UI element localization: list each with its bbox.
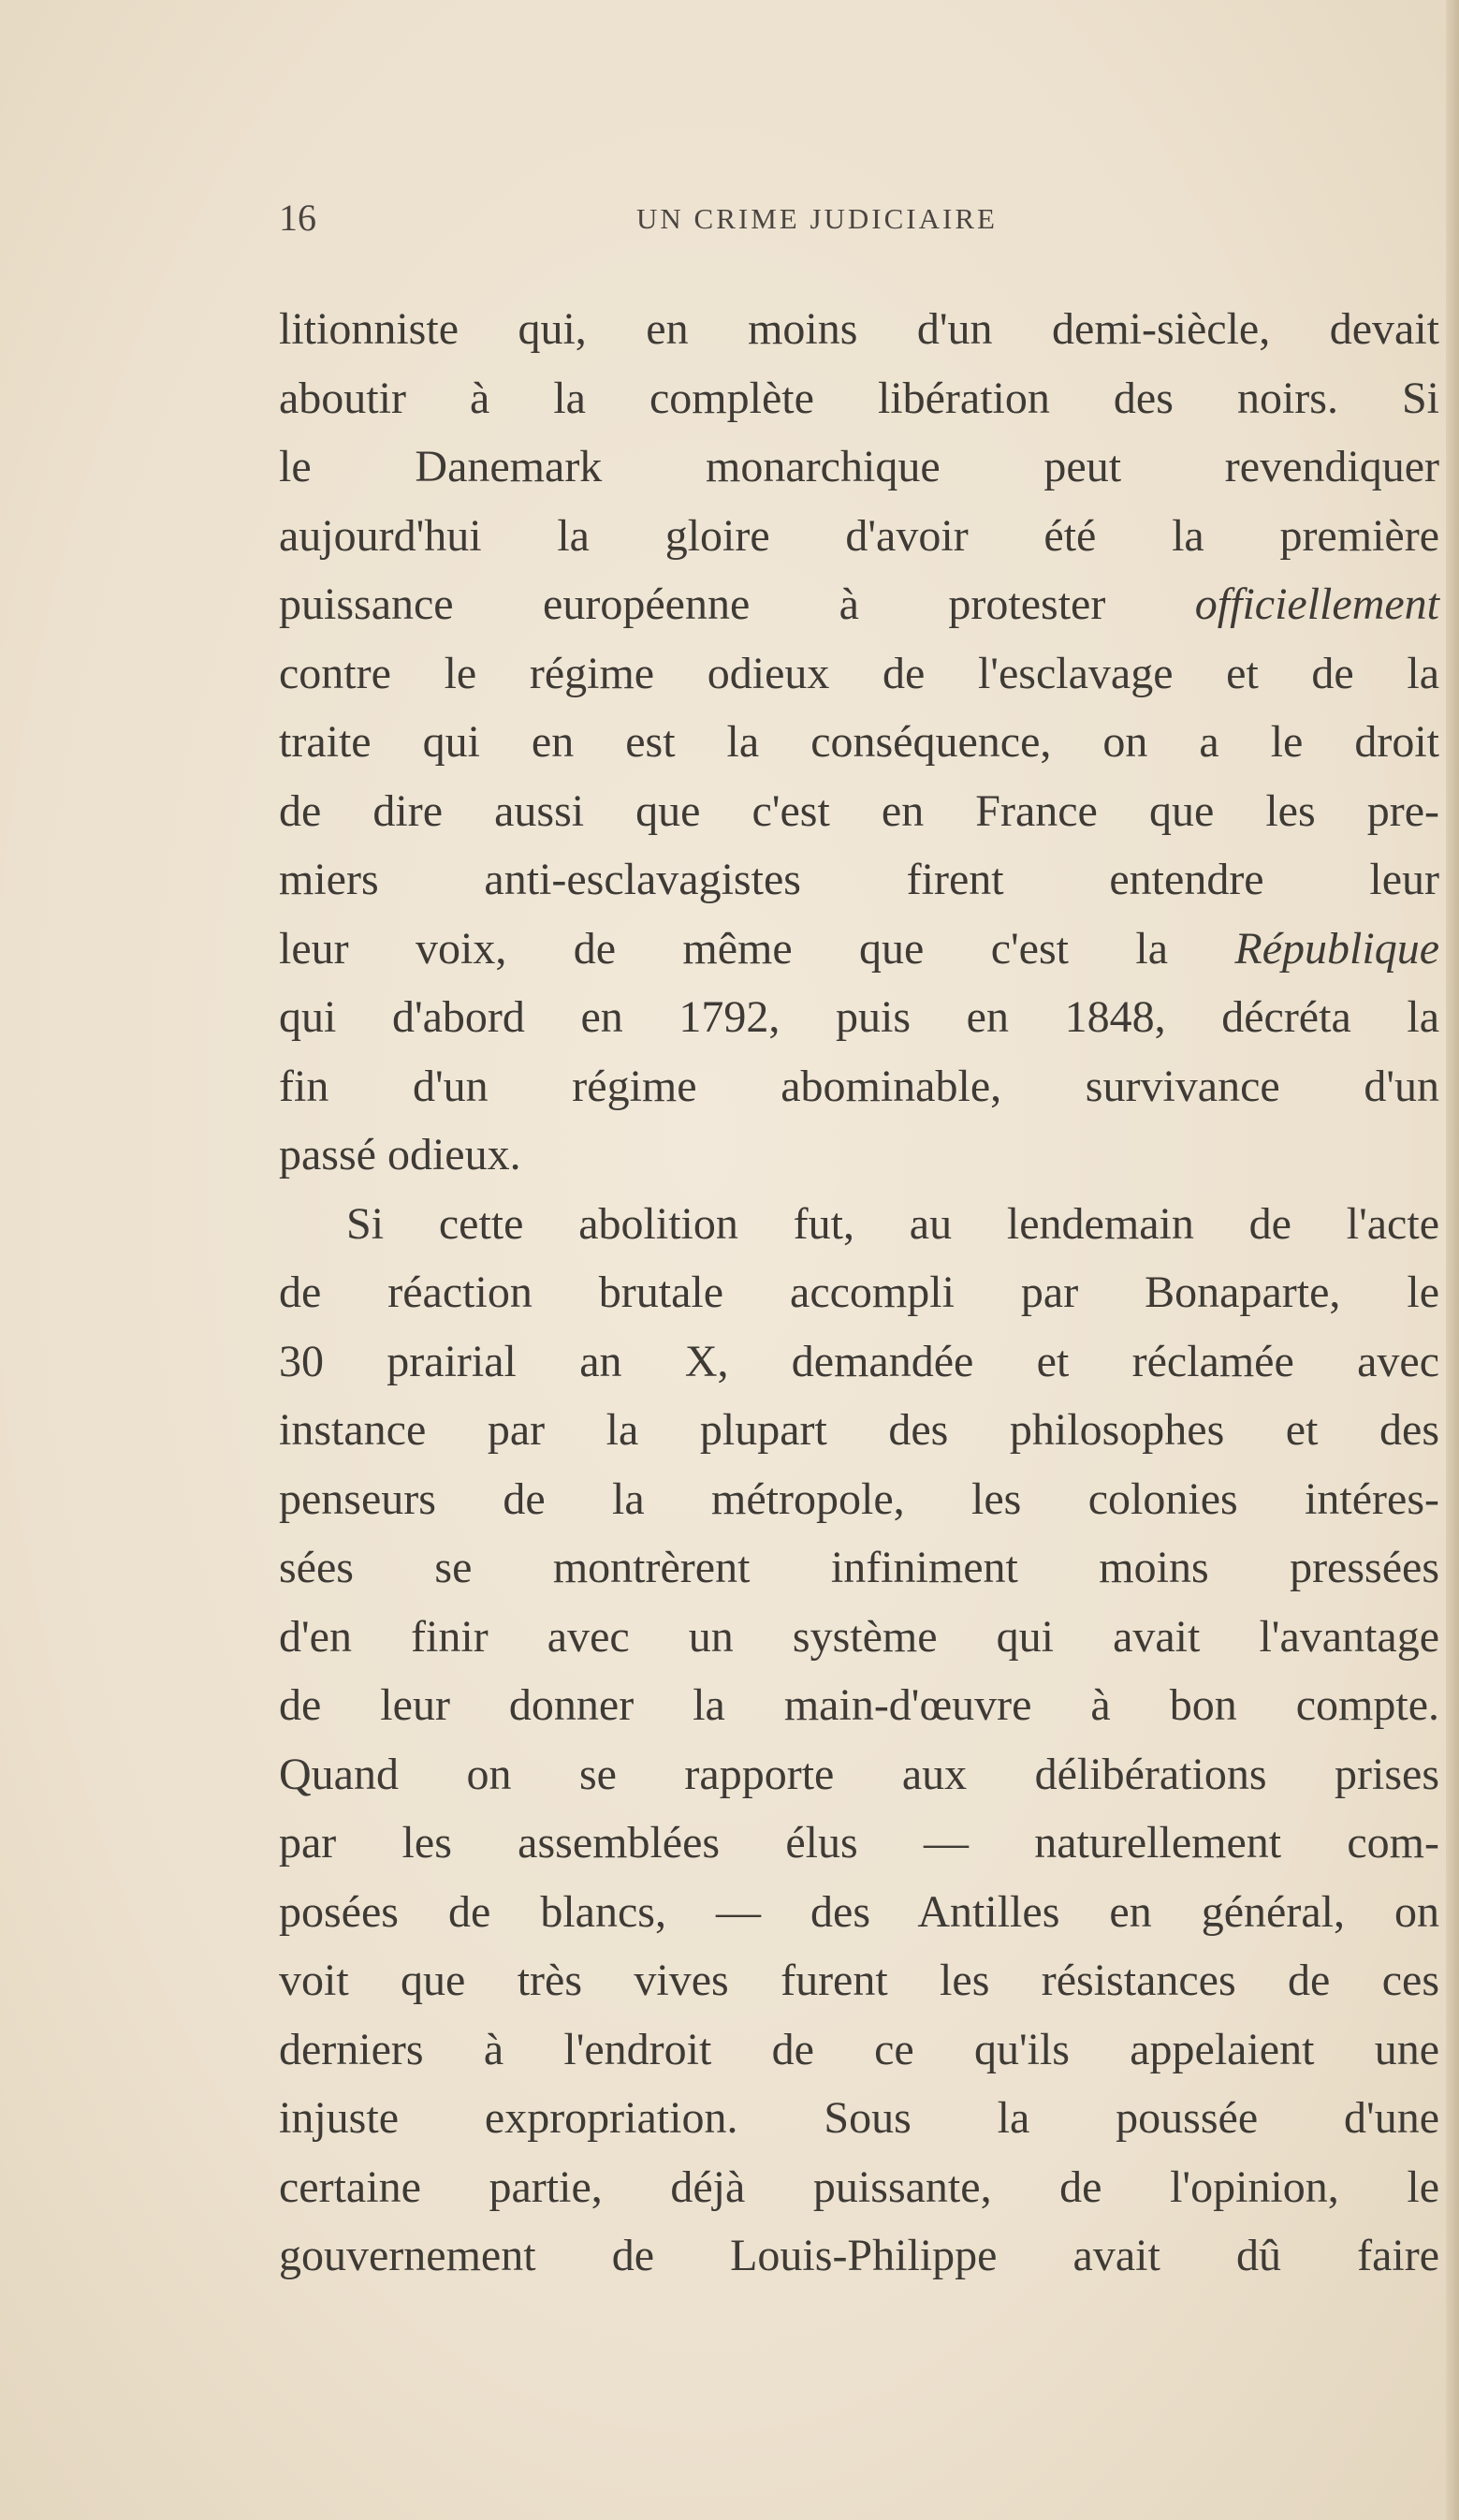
text-line: le Danemark monarchique peut revendiquer bbox=[279, 442, 1439, 491]
text-line: puissance européenne à protester officiellement bbox=[279, 579, 1439, 629]
text-line: qui d'abord en 1792, puis en 1848, décréta la bbox=[279, 992, 1439, 1042]
text-line: voit que très vives furent les résistances de ces bbox=[279, 1956, 1439, 2005]
body-text bbox=[279, 295, 1439, 2291]
text-line: contre le régime odieux de l'esclavage et de la bbox=[279, 648, 1439, 698]
text-line: Si cette abolition fut, au lendemain de l'acte bbox=[346, 1198, 1439, 1249]
text-line: de dire aussi que c'est en France que les pre- bbox=[279, 785, 1439, 836]
text-line: miers anti-esclavagistes firent entendre leur bbox=[279, 855, 1439, 904]
text-line: gouvernement de Louis-Philippe avait dû faire bbox=[279, 2231, 1439, 2280]
page-edge bbox=[1446, 0, 1459, 2520]
text-line: traite qui en est la conséquence, on a le droit bbox=[279, 717, 1439, 767]
text-line: injuste expropriation. Sous la poussée d'une bbox=[279, 2093, 1439, 2143]
page-number: 16 bbox=[279, 197, 316, 239]
text-line: aujourd'hui la gloire d'avoir été la première bbox=[279, 510, 1439, 561]
running-head bbox=[279, 195, 1439, 242]
text-line: aboutir à la complète libération des noirs. Si bbox=[279, 373, 1439, 423]
text-line: passé odieux. bbox=[279, 1130, 521, 1179]
text-line: certaine partie, déjà puissante, de l'opinion, le bbox=[279, 2161, 1439, 2212]
text-line: derniers à l'endroit de ce qu'ils appelaient une bbox=[279, 2024, 1439, 2074]
text-line: sées se montrèrent infiniment moins pressées bbox=[279, 1543, 1439, 1592]
text-line: par les assemblées élus — naturellement com- bbox=[279, 1818, 1439, 1868]
text-line: posées de blancs, — des Antilles en général, on bbox=[279, 1886, 1439, 1937]
text-line: litionniste qui, en moins d'un demi-siècle, devait bbox=[279, 304, 1439, 354]
text-line: penseurs de la métropole, les colonies intéres- bbox=[279, 1473, 1439, 1524]
running-title: UN CRIME JUDICIAIRE bbox=[636, 202, 998, 235]
text-line: leur voix, de même que c'est la République bbox=[279, 923, 1439, 974]
text-line: de réaction brutale accompli par Bonaparte, le bbox=[279, 1267, 1439, 1317]
emphasis-republique: République bbox=[1234, 923, 1439, 974]
text-line: instance par la plupart des philosophes et des bbox=[279, 1405, 1439, 1455]
emphasis-officiellement: officiellement bbox=[1194, 579, 1439, 629]
text-line: d'en finir avec un système qui avait l'avantage bbox=[279, 1611, 1439, 1662]
text-line: Quand on se rapporte aux délibérations prises bbox=[279, 1749, 1439, 1799]
text-line: de leur donner la main-d'œuvre à bon compte. bbox=[279, 1680, 1439, 1730]
text-line: fin d'un régime abominable, survivance d'un bbox=[279, 1061, 1439, 1111]
text-line: 30 prairial an X, demandée et réclamée avec bbox=[279, 1336, 1439, 1386]
